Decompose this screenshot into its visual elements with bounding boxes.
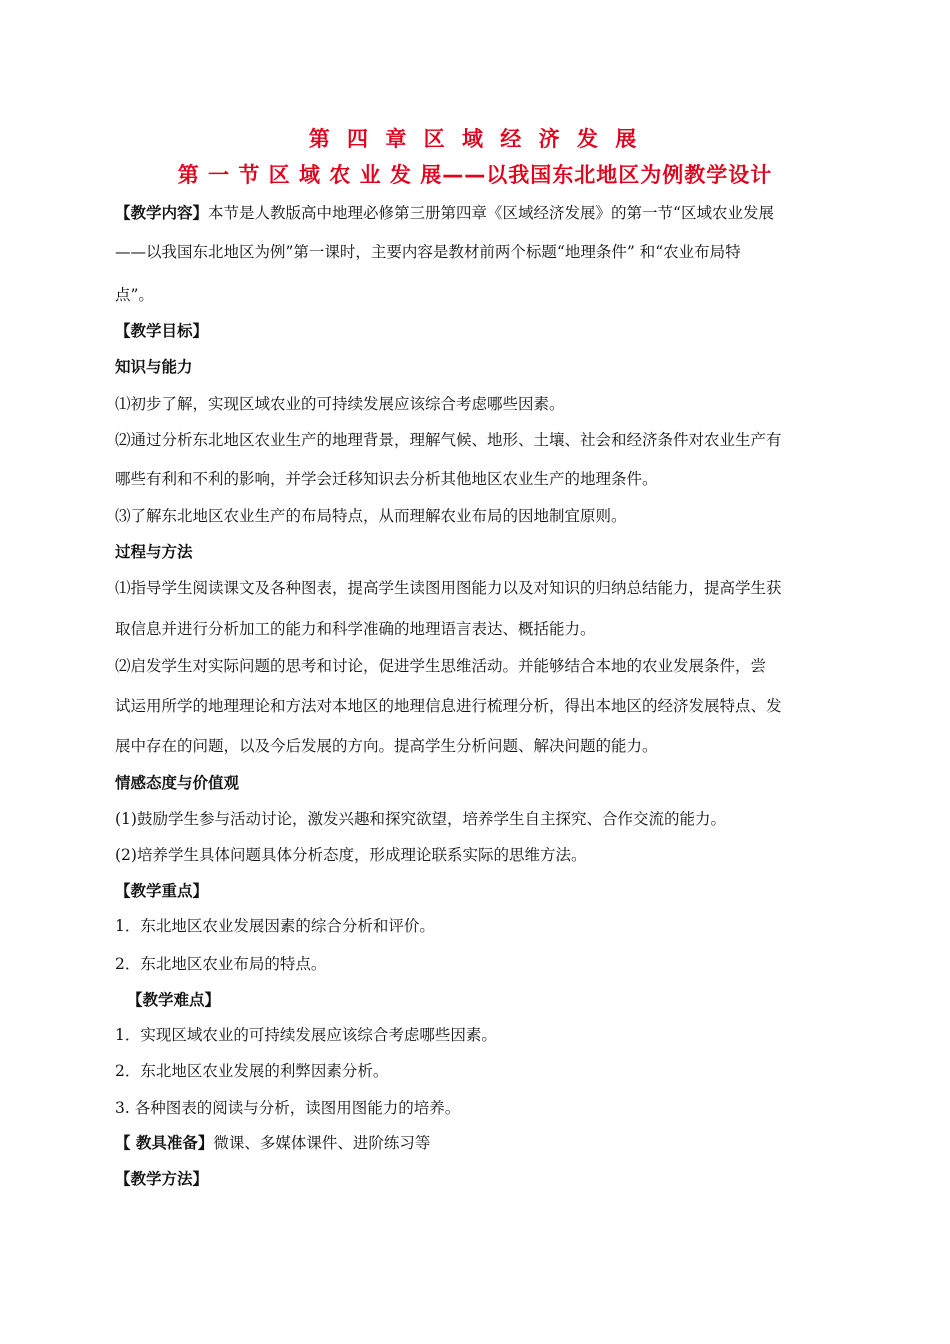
content-paragraph-line-1 [115, 201, 774, 223]
process-item-2c: 展中存在的问题，以及今后发展的方向。提高学生分析问题、解决问题的能力。 [115, 737, 658, 755]
process-heading: 过程与方法 [115, 543, 193, 561]
difficulty-3: 3. 各种图表的阅读与分析，读图用图能力的培养。 [115, 1099, 461, 1117]
key-points-label: 【教学重点】 [115, 882, 209, 900]
methods-label: 【教学方法】 [115, 1170, 209, 1188]
process-item-2b: 试运用所学的地理理论和方法对本地区的地理信息进行梳理分析，得出本地区的经济发展特点、发 [115, 697, 782, 715]
process-item-2a: ⑵启发学生对实际问题的思考和讨论，促进学生思维活动。并能够结合本地的农业发展条件，尝 [115, 657, 767, 675]
emotion-item-1: (1)鼓励学生参与活动讨论，激发兴趣和探究欲望，培养学生自主探究、合作交流的能力。 [115, 810, 726, 828]
process-item-1b: 取信息并进行分析加工的能力和科学准确的地理语言表达、概括能力。 [115, 620, 596, 638]
tools-text: 微课、多媒体课件、进阶练习等 [213, 1134, 431, 1152]
content-label: 【教学内容】 [115, 204, 209, 222]
goals-label: 【教学目标】 [115, 322, 209, 340]
difficulties-label: 【教学难点】 [127, 991, 221, 1009]
tools-label: 【 教具准备】 [115, 1134, 214, 1152]
difficulty-2: 2．东北地区农业发展的利弊因素分析。 [115, 1062, 389, 1080]
emotion-item-2: (2)培养学生具体问题具体分析态度，形成理论联系实际的思维方法。 [115, 846, 587, 864]
process-item-1a: ⑴指导学生阅读课文及各种图表，提高学生读图用图能力以及对知识的归纳总结能力，提高学生获 [115, 579, 782, 597]
content-text-1: 本节是人教版高中地理必修第三册第四章《区域经济发展》的第一节“区域农业发展 [208, 204, 774, 222]
difficulty-1: 1．实现区域农业的可持续发展应该综合考虑哪些因素。 [115, 1026, 497, 1044]
chapter-title: 第 四 章 区 域 经 济 发 展 [308, 127, 642, 151]
knowledge-heading: 知识与能力 [115, 358, 193, 376]
knowledge-item-3: ⑶了解东北地区农业生产的布局特点，从而理解农业布局的因地制宜原则。 [115, 507, 627, 525]
content-text-2: ——以我国东北地区为例”第一课时，主要内容是教材前两个标题“地理条件” 和“农业布局特 [115, 243, 741, 261]
knowledge-item-2a: ⑵通过分析东北地区农业生产的地理背景，理解气候、地形、土壤、社会和经济条件对农业生产有 [115, 431, 782, 449]
knowledge-item-1: ⑴初步了解，实现区域农业的可持续发展应该综合考虑哪些因素。 [115, 395, 565, 413]
content-text-3: 点”。 [115, 286, 154, 304]
tools-line [115, 1131, 430, 1153]
emotion-heading: 情感态度与价值观 [115, 774, 240, 792]
knowledge-item-2b: 哪些有利和不利的影响，并学会迁移知识去分析其他地区农业生产的地理条件。 [115, 470, 658, 488]
key-point-1: 1．东北地区农业发展因素的综合分析和评价。 [115, 917, 435, 935]
section-title: 第 一 节 区 域 农 业 发 展——以我国东北地区为例教学设计 [177, 163, 773, 187]
key-point-2: 2．东北地区农业布局的特点。 [115, 955, 327, 973]
